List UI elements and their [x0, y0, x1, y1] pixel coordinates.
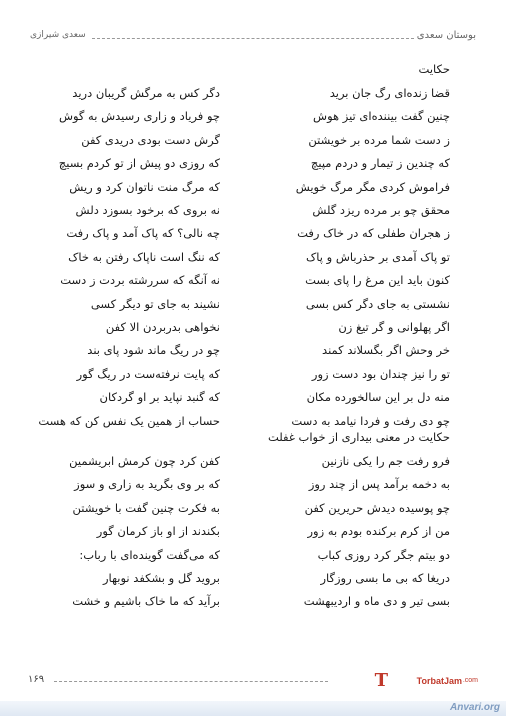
hemistich-second: که بر وی بگرید به زاری و سوز — [74, 477, 220, 492]
verse-row — [60, 297, 450, 321]
hemistich-second: دگر کس به مرگش گریبان درید — [72, 86, 220, 100]
verse-row — [60, 86, 450, 110]
hemistich-first: چو دی رفت و فردا نیامد به دست — [291, 413, 450, 428]
hemistich-first: ز هجران طفلی که در خاک رفت — [297, 226, 450, 241]
verse-row — [60, 571, 450, 595]
running-header — [30, 30, 476, 46]
logo-suffix: .com — [462, 677, 478, 684]
hemistich-second: که مرگ منت ناتوان کرد و ریش — [69, 179, 220, 194]
verse-row — [60, 250, 450, 274]
hemistich-second: که گنبد نپاید بر او گردکان — [99, 390, 220, 405]
hemistich-first: به دخمه برآمد پس از چند روز — [308, 477, 450, 492]
hemistich-first: دو بیتم جگر کرد روزی کباب — [317, 547, 450, 562]
hemistich-first: محقق چو بر مرده ریزد گلش — [312, 203, 450, 217]
hemistich-second: برآید که ما خاک باشیم و خشت — [72, 594, 220, 609]
hemistich-second: چه نالی؟ که پاک آمد و پاک رفت — [66, 226, 220, 241]
page-number: ۱۶۹ — [28, 674, 45, 685]
hemistich-second: نه بروی که برخود بسوزد دلش — [75, 203, 220, 217]
hemistich-first: دریغا که بی ما بسی روزگار — [320, 571, 450, 585]
hemistich-first: که چندین ز تیمار و دردم مپیچ — [310, 156, 450, 171]
logo-mark-icon: T — [374, 670, 388, 691]
verse-row — [60, 390, 450, 414]
hemistich-second: نشیند به جای تو دیگر کسی — [90, 296, 220, 311]
hemistich-second: گرش دست بودی دریدی کفن — [81, 132, 220, 147]
hemistich-first: نشستی به جای دگر کس بسی — [305, 296, 450, 311]
verse-row — [60, 156, 450, 180]
verse-row — [60, 367, 450, 391]
hemistich-first: کنون باید این مرغ را پای بست — [305, 273, 450, 288]
verse-row — [60, 524, 450, 548]
hemistich-first: چو پوسیده دیدش حریرین کفن — [304, 500, 450, 515]
header-rule — [92, 38, 414, 39]
hemistich-second: چو در ریگ ماند شود پای بند — [87, 343, 220, 358]
watermark-bar — [0, 701, 506, 716]
hemistich-first: فراموش کردی مگر مرگ خویش — [295, 179, 450, 194]
hemistich-second: به فکرت چنین گفت با خویشتن — [72, 500, 220, 515]
hemistich-first: خر وحش اگر بگسلاند کمند — [322, 343, 450, 358]
verse-row — [60, 343, 450, 367]
hemistich-second: چو فریاد و زاری رسیدش به گوش — [58, 109, 220, 124]
hemistich-second: بروید گل و بشکفد نوبهار — [102, 571, 220, 585]
hemistich-second: نخواهی بدربردن الا کفن — [105, 320, 220, 334]
hemistich-second: کفن کرد چون کرمش ابریشمین — [69, 454, 220, 468]
verse-row — [60, 320, 450, 344]
hemistich-second: بکندند از او باز کرمان گور — [96, 524, 220, 539]
footer-rule — [54, 681, 328, 682]
verse-row — [60, 548, 450, 572]
verse-row — [60, 203, 450, 227]
verse-row — [60, 109, 450, 133]
hemistich-first: فرو رفت جم را یکی نازنین — [321, 454, 450, 468]
hemistich-first: تو را نیز چندان بود دست زور — [311, 366, 450, 381]
hemistich-second: حساب از همین یک نفس کن که هست — [38, 413, 220, 428]
hemistich-first: قضا زنده‌ای رگ جان برید — [329, 86, 450, 100]
verse-row — [60, 226, 450, 250]
verse-row — [60, 180, 450, 204]
hemistich-second: که پایت نرفته‌ست در ریگ گور — [76, 366, 220, 381]
header-author: سعدی شیرازی — [30, 30, 86, 40]
hemistich-first: اگر پهلوانی و گر تیغ زن — [338, 320, 450, 334]
verse-row — [60, 454, 450, 478]
verse-row — [60, 594, 450, 618]
hemistich-first: تو پاک آمدی بر حذرباش و پاک — [305, 249, 450, 264]
hemistich-first: منه دل بر این سالخورده مکان — [306, 390, 450, 405]
hemistich-first: ز دست شما مرده بر خویشتن — [308, 132, 450, 147]
header-book-title: بوستان سعدی — [416, 30, 476, 41]
verse-row — [60, 133, 450, 157]
verse-row — [60, 477, 450, 501]
hemistich-second: که می‌گفت گوینده‌ای با رباب: — [79, 547, 220, 562]
hemistich-first: چنین گفت بیننده‌ای تیز هوش — [313, 109, 450, 124]
verse-row — [60, 501, 450, 525]
section-title: حکایت — [418, 62, 450, 76]
section-title: حکایت در معنی بیداری از خواب غفلت — [267, 430, 450, 444]
logo-text: TorbatJam — [416, 676, 462, 686]
hemistich-second: نه آنگه که سررشته بردت ز دست — [60, 273, 220, 288]
hemistich-second: که روزی دو پیش از تو کردم بسیچ — [58, 156, 220, 171]
hemistich-first: بسی تیر و دی ماه و اردیبهشت — [303, 594, 450, 609]
watermark: Anvari.org — [449, 702, 500, 713]
hemistich-second: که ننگ است ناپاک رفتن به خاک — [68, 249, 220, 264]
verse-row — [60, 273, 450, 297]
torbatjam-logo — [358, 672, 478, 690]
page-footer — [28, 672, 478, 690]
hemistich-first: من از کرم برکنده بودم به زور — [307, 524, 450, 539]
